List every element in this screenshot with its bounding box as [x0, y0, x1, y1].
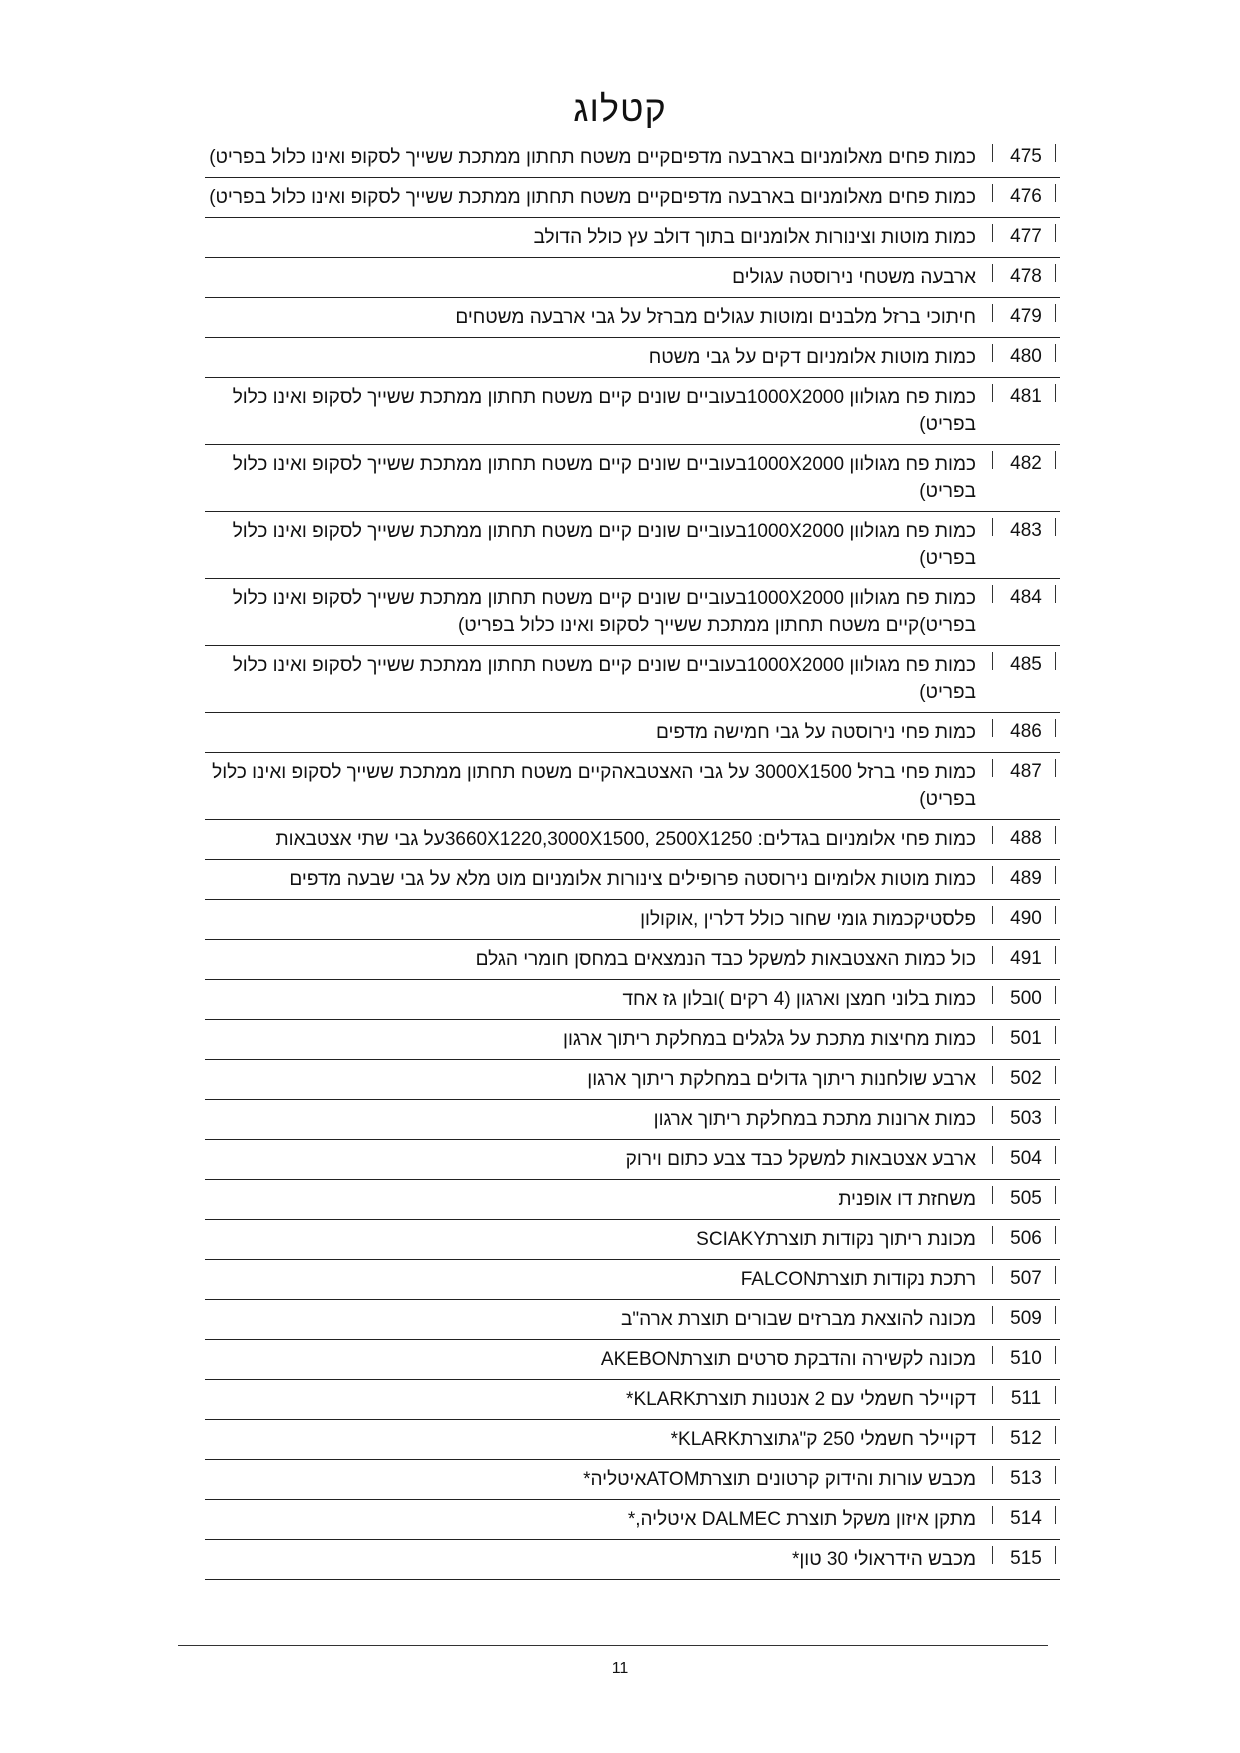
item-description: חיתוכי ברזל מלבנים ומוטות עגולים מברזל על גבי ארבעה משטחים	[455, 307, 976, 328]
item-number: 490	[992, 900, 1060, 930]
catalog-row	[205, 258, 1060, 298]
item-number: 487	[992, 753, 1060, 783]
item-description: כמות פחי ברזל 3000X1500 על גבי האצטבאהקיים משטח תחתון ממתכת ששייך לסקופ ואינו כלול בפריט)	[212, 762, 976, 810]
item-description: מכבש עורות והידוק קרטונים תוצרתATOMאיטליה*	[583, 1469, 976, 1490]
item-description: ארבע אצטבאות למשקל כבד צבע כתום וירוק	[625, 1149, 976, 1170]
item-number: 506	[992, 1220, 1060, 1250]
bottom-divider	[178, 1645, 1048, 1646]
item-description: דקויילר חשמלי עם 2 אנטנות תוצרתKLARK*	[626, 1389, 976, 1410]
catalog-row	[205, 1020, 1060, 1060]
item-number: 476	[992, 178, 1060, 208]
item-description: ארבע שולחנות ריתוך גדולים במחלקת ריתוך ארגון	[587, 1069, 976, 1090]
item-description: כמות מוטות אלומניום דקים על גבי משטח	[648, 347, 976, 368]
catalog-row	[205, 820, 1060, 860]
item-number: 510	[992, 1340, 1060, 1370]
catalog-row	[205, 1500, 1060, 1540]
item-description: מתקן איזון משקל תוצרת DALMEC איטליה,*	[627, 1509, 976, 1530]
item-number: 512	[992, 1420, 1060, 1450]
catalog-row	[205, 1300, 1060, 1340]
item-description: כמות פחים מאלומניום בארבעה מדפיםקיים משטח תחתון ממתכת ששייך לסקופ ואינו כלול בפריט)	[209, 147, 976, 168]
catalog-row	[205, 1060, 1060, 1100]
catalog-row	[205, 900, 1060, 940]
catalog-row	[205, 178, 1060, 218]
item-description: כמות ארונות מתכת במחלקת ריתוך ארגון	[653, 1109, 976, 1130]
catalog-row	[205, 860, 1060, 900]
catalog-row	[205, 1100, 1060, 1140]
page-title: קטלוג	[573, 88, 667, 129]
item-number: 488	[992, 820, 1060, 850]
item-number: 481	[992, 378, 1060, 408]
catalog-row	[205, 512, 1060, 579]
catalog-row	[205, 338, 1060, 378]
item-number: 500	[992, 980, 1060, 1010]
item-number: 514	[992, 1500, 1060, 1530]
catalog-row	[205, 1380, 1060, 1420]
item-number: 513	[992, 1460, 1060, 1490]
catalog-row	[205, 753, 1060, 820]
item-number: 515	[992, 1540, 1060, 1570]
item-description: מכבש הידראולי 30 טון*	[791, 1549, 976, 1570]
catalog-row	[205, 445, 1060, 512]
item-description: כמות פחים מאלומניום בארבעה מדפיםקיים משטח תחתון ממתכת ששייך לסקופ ואינו כלול בפריט)	[209, 187, 976, 208]
item-number: 511	[992, 1380, 1060, 1410]
item-description: דקויילר חשמלי 250 ק"גתוצרתKLARK*	[670, 1429, 976, 1450]
item-description: פלסטיקכמות גומי שחור כולל דלרין ,אוקולון	[640, 909, 976, 930]
item-number: 483	[992, 512, 1060, 542]
item-description: כמות מוטות אלומיום נירוסטה פרופילים צינורות אלומניום מוט מלא על גבי שבעה מדפים	[289, 869, 976, 890]
item-description: רתכת נקודות תוצרתFALCON	[740, 1269, 976, 1290]
item-number: 477	[992, 218, 1060, 248]
catalog-table	[205, 138, 1060, 1580]
item-number: 482	[992, 445, 1060, 475]
item-description: מכונה להוצאת מברזים שבורים תוצרת ארה"ב	[621, 1309, 976, 1330]
item-description: כמות פח מגולוון 1000X2000בעוביים שונים קיים משטח תחתון ממתכת ששייך לסקופ ואינו כלול בפריט)	[232, 454, 976, 502]
catalog-row	[205, 1180, 1060, 1220]
item-description: כמות פחי נירוסטה על גבי חמישה מדפים	[655, 722, 976, 743]
item-number: 509	[992, 1300, 1060, 1330]
item-number: 486	[992, 713, 1060, 743]
item-description: כול כמות האצטבאות למשקל כבד הנמצאים במחסן חומרי הגלם	[475, 949, 976, 970]
item-number: 501	[992, 1020, 1060, 1050]
catalog-row	[205, 980, 1060, 1020]
item-number: 484	[992, 579, 1060, 609]
item-number: 504	[992, 1140, 1060, 1170]
item-description: כמות פח מגולוון 1000X2000בעוביים שונים קיים משטח תחתון ממתכת ששייך לסקופ ואינו כלול בפריט)	[232, 655, 976, 703]
item-description: כמות פח מגולוון 1000X2000בעוביים שונים קיים משטח תחתון ממתכת ששייך לסקופ ואינו כלול בפריט)קיים משטח תחתון ממתכת ששייך לסקופ ואינו כלול בפריט)	[232, 588, 976, 636]
item-number: 479	[992, 298, 1060, 328]
item-description: משחזת דו אופנית	[838, 1189, 976, 1210]
item-number: 485	[992, 646, 1060, 676]
item-description: מכונה לקשירה והדבקת סרטים תוצרתAKEBON	[600, 1349, 976, 1370]
catalog-row	[205, 1340, 1060, 1380]
item-description: ארבעה משטחי נירוסטה עגולים	[732, 267, 976, 288]
catalog-row	[205, 298, 1060, 338]
item-number: 507	[992, 1260, 1060, 1290]
catalog-row	[205, 1140, 1060, 1180]
item-number: 503	[992, 1100, 1060, 1130]
item-description: כמות פח מגולוון 1000X2000בעוביים שונים קיים משטח תחתון ממתכת ששייך לסקופ ואינו כלול בפריט)	[232, 387, 976, 435]
catalog-row	[205, 579, 1060, 646]
item-number: 489	[992, 860, 1060, 890]
catalog-row	[205, 646, 1060, 713]
item-number: 502	[992, 1060, 1060, 1090]
catalog-row	[205, 713, 1060, 753]
item-number: 491	[992, 940, 1060, 970]
item-number: 480	[992, 338, 1060, 368]
item-number: 475	[992, 138, 1060, 168]
catalog-row	[205, 1420, 1060, 1460]
item-description: כמות מוטות וצינורות אלומניום בתוך דולב עץ כולל הדולב	[533, 227, 976, 248]
item-description: כמות מחיצות מתכת על גלגלים במחלקת ריתוך ארגון	[563, 1029, 976, 1050]
catalog-row	[205, 218, 1060, 258]
catalog-row	[205, 1220, 1060, 1260]
catalog-row	[205, 1540, 1060, 1580]
item-description: מכונת ריתוך נקודות תוצרתSCIAKY	[696, 1229, 976, 1250]
item-number: 478	[992, 258, 1060, 288]
item-description: כמות פח מגולוון 1000X2000בעוביים שונים קיים משטח תחתון ממתכת ששייך לסקופ ואינו כלול בפריט)	[232, 521, 976, 569]
page-number: 11	[611, 1660, 629, 1677]
item-description: כמות בלוני חמצן וארגון (4 רקים )ובלון גז אחד	[622, 989, 976, 1010]
catalog-row	[205, 138, 1060, 178]
catalog-row	[205, 940, 1060, 980]
item-description: כמות פחי אלומניום בגדלים: 3660X1220,3000X1500, 2500X1250על גבי שתי אצטבאות	[275, 829, 976, 850]
catalog-row	[205, 1460, 1060, 1500]
catalog-row	[205, 1260, 1060, 1300]
item-number: 505	[992, 1180, 1060, 1210]
catalog-row	[205, 378, 1060, 445]
